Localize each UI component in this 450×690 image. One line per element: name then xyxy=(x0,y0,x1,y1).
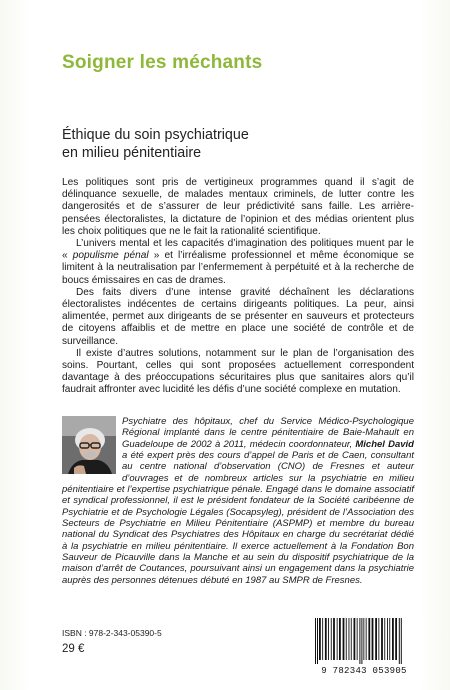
summary-paragraph-1: Les politiques sont pris de vertigineux programmes quand il s’agit de délinquance sexuelle, de malades mentaux criminels, de lutter contre les dangerosités et de s’assurer de leur prédictivité sans faille. Les arrière-pensées électoralistes, la dictature de l’opinion et des médias orientent plus les choix politiques que ne le fait la rationalité scientifique. xyxy=(62,177,414,237)
summary-p2-emphasis: populisme pénal xyxy=(72,250,149,262)
subtitle-line-1: Éthique du soin psychiatrique xyxy=(62,127,249,143)
barcode-digits: 9 782343 053905 xyxy=(321,666,407,676)
summary-text xyxy=(62,177,414,397)
summary-p2-start: L’univers mental et les capacités d’imagination des politiques muent par le « xyxy=(62,238,414,262)
author-bio-end: a été expert près des cours d’appel de Paris et de Caen, consultant au centre national d’observation (CNO) de Fresnes et auteur d’ouvrages et de nombreux articles sur la psychiatrie en milieu pénitentiaire et l’expertise psychiatrique pénale. Engagé dans le domaine associatif et syndical professionnel, il est le président fondateur de la Société caribéenne de Psychiatrie et de Psychologie Légales (Socapsyleg), président de l’Association des Secteurs de Psychiatrie en Milieu Pénitentiaire (ASPMP) et membre du bureau national du Syndicat des Psychiatres des Hôpitaux en charge du secrétariat dédié à la psychiatrie en milieu pénitentiaire. Il exerce actuellement à la Fondation Bon Sauveur de Picauville dans la Manche et au sein du dispositif psychiatrique de la maison d’arrêt de Coutances, poursuivant ainsi un engagement dans la psychiatrie auprès des personnes détenues débuté en 1987 au SMPR de Fresnes. xyxy=(62,450,414,586)
isbn: ISBN : 978-2-343-05390-5 xyxy=(62,628,162,638)
subtitle-line-2: en milieu pénitentiaire xyxy=(62,145,202,161)
summary-paragraph-2 xyxy=(62,238,414,287)
author-bio-start: Psychiatre des hôpitaux, chef du Service Médico-Psychologique Régional implanté dans le centre pénitentiaire de Baie-Mahault en Guadeloupe de 2002 à 2011, médecin coordonnateur, xyxy=(122,416,414,450)
barcode xyxy=(305,616,423,678)
summary-p2-end: » et l’irréalisme professionnel et même économique se limitent à la neutralisation par l’enfermement à perpétuité et à la recherche de boucs émissaires en cas de drames. xyxy=(62,250,415,286)
summary-paragraph-3: Des faits divers d’une intense gravité déchaînent les déclarations électoralistes indécentes de certains dirigeants politiques. La peur, ainsi alimentée, permet aux dirigeants de se présenter en sauveurs et protecteurs de citoyens affaiblis et de mettre en place une société de contrôle et de surveillance. xyxy=(62,286,414,347)
summary-paragraph-4: Il existe d’autres solutions, notamment sur le plan de l’organisation des soins. Pourtant, celles qui sont proposées actuellement correspondent davantage à des préoccupations sécuritaires plus que sanitaires alors qu’il faudrait affronter avec lucidité les défis d’une société complexe en mutation. xyxy=(62,347,414,396)
author-biography xyxy=(62,416,414,586)
price: 29 € xyxy=(62,643,85,655)
book-subtitle xyxy=(62,126,249,162)
barcode-icon xyxy=(305,616,423,666)
book-title: Soigner les méchants xyxy=(62,52,263,73)
author-name: Michel David xyxy=(355,438,414,450)
